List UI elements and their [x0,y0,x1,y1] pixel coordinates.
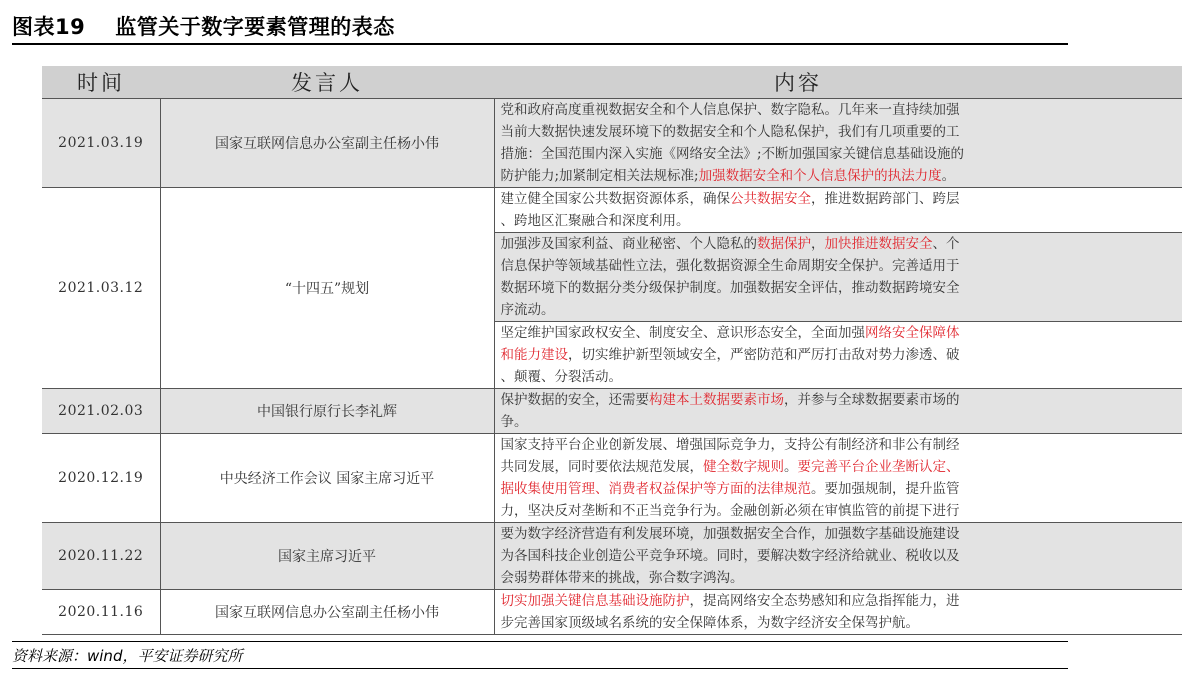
table-header-row [42,66,1182,99]
content-text: ，切实维护新型领域安全，严密防范和严厉打击敌对势力渗透、破 [568,347,960,363]
content-segment [495,232,1182,321]
content-line [501,567,1182,589]
content-line [501,612,1182,634]
content-text: 国家支持平台企业创新发展、增强国际竞争力，支持公有制经济和非公有制经 [500,437,960,453]
table-row [42,99,1182,188]
table-row [42,188,1182,389]
content-text: 力，坚决反对垄断和不正当竞争行为。金融创新必须在审慎监管的前提下进行 [500,503,960,519]
content-text: 。 [941,168,956,184]
content-line [501,434,1182,456]
row-speaker: 国家主席习近平 [160,523,494,590]
table-row [42,523,1182,590]
content-segment [495,523,1182,589]
content-line [501,233,1182,255]
content-line [501,389,1182,411]
content-text: 、跨地区汇聚融合和深度利用。 [500,213,690,229]
table-row [42,389,1182,434]
content-line [501,523,1182,545]
title-rule [12,43,1068,45]
content-text: 。 [784,459,798,475]
row-date: 2020.12.19 [42,434,160,523]
content-line [501,143,1182,165]
content-text: 为各国科技企业创造公平竞争环境。同时，要解决数字经济给就业、税收以及 [500,548,960,564]
content-line [501,590,1182,612]
highlighted-text: 网络安全保障体 [865,325,960,341]
content-text: 、颠覆、分裂活动。 [500,369,622,385]
figure-number: 图表19 [12,15,86,39]
content-text: ，推进数据跨部门、跨层 [811,191,960,207]
header-time: 时间 [42,66,160,99]
content-text: 措施：全国范围内深入实施《网络安全法》;不断加强国家关键信息基础设施的 [500,146,965,162]
content-segment [495,590,1182,634]
highlighted-text: 加快推进数据安全 [824,236,933,252]
content-text: 共同发展，同时要依法规范发展， [500,459,703,475]
content-text: 序流动。 [500,302,555,318]
highlighted-text: 健全数字规则 [703,459,784,475]
figure-title [12,10,1072,44]
table-row [42,590,1182,635]
highlighted-text: 等方面的法律规范 [703,481,811,497]
highlighted-text: 据收集使用管理、消费者权益保护 [500,481,703,497]
content-line [501,366,1182,388]
content-line [501,322,1182,344]
highlighted-text: 切实加强关键信息基础设施防护 [500,593,690,609]
highlighted-text: 数据保护 [757,236,811,252]
content-text: 。要加强规制，提升监管 [811,481,960,497]
highlighted-text: 要完善平台企业垄断认定、 [797,459,960,475]
row-speaker: 国家互联网信息办公室副主任杨小伟 [160,590,494,635]
row-content [494,99,1182,188]
content-text: ，提高网络安全态势感知和应急指挥能力，进 [689,593,960,609]
source-note: 资料来源：wind，平安证券研究所 [12,647,243,665]
content-text: 要为数字经济营造有利发展环境，加强数据安全合作，加强数字基础设施建设 [500,526,960,542]
row-date: 2021.02.03 [42,389,160,434]
content-text: 争。 [500,414,528,430]
row-content [494,389,1182,434]
highlighted-text: 公共数据安全 [730,191,811,207]
row-date: 2020.11.22 [42,523,160,590]
row-date: 2021.03.19 [42,99,160,188]
row-speaker: 中国银行原行长李礼辉 [160,389,494,434]
source-rule-bottom [12,668,1068,669]
row-content [494,434,1182,523]
content-line [501,165,1182,187]
table-row [42,434,1182,523]
content-text: 保护数据的安全，还需要 [500,392,649,408]
row-date: 2021.03.12 [42,188,160,389]
content-text: 建立健全国家公共数据资源体系，确保 [500,191,730,207]
content-text: 信息保护等领域基础性立法，强化数据资源全生命周期安全保护。完善适用于 [500,258,960,274]
content-line [501,299,1182,321]
header-speaker: 发言人 [160,66,494,99]
content-text: 数据环境下的数据分类分级保护制度。加强数据安全评估，推动数据跨境安全 [500,280,960,296]
table-body [42,99,1182,635]
header-content: 内容 [494,66,1182,99]
content-text: 会弱势群体带来的挑战，弥合数字鸿沟。 [500,570,744,586]
content-text: 加强涉及国家利益、商业秘密、个人隐私的 [500,236,757,252]
content-line [501,188,1182,210]
content-text: 步完善国家顶级域名系统的安全保障体系，为数字经济安全保驾护航。 [500,615,919,631]
table-viewport [42,66,1060,631]
statements-table [42,66,1182,635]
content-text: 党和政府高度重视数据安全和个人信息保护、数字隐私。几年来一直持续加强 [500,102,960,118]
row-speaker: 国家互联网信息办公室副主任杨小伟 [160,99,494,188]
highlighted-text: 构建本土数据要素市场 [649,392,784,408]
row-speaker: 中央经济工作会议 国家主席习近平 [160,434,494,523]
row-date: 2020.11.16 [42,590,160,635]
content-line [501,456,1182,478]
content-text: 防护能力;加紧制定相关法规标准; [500,168,699,184]
content-text: ，并参与全球数据要素市场的 [784,392,960,408]
highlighted-text: 加强数据安全和个人信息保护的执法力度 [698,168,942,184]
content-line [501,255,1182,277]
content-text: 坚定维护国家政权安全、制度安全、意识形态安全，全面加强 [500,325,865,341]
content-line [501,277,1182,299]
content-line [501,99,1182,121]
row-content [494,523,1182,590]
content-line [501,344,1182,366]
row-content [494,188,1182,389]
highlighted-text: 和能力建设 [500,347,568,363]
content-line [501,545,1182,567]
row-content [494,590,1182,635]
figure-caption: 监管关于数字要素管理的表态 [115,15,395,39]
content-line [501,121,1182,143]
content-text: 、个 [932,236,960,252]
content-segment [495,434,1182,522]
content-line [501,411,1182,433]
content-segment [495,321,1182,388]
content-line [501,478,1182,500]
source-rule-top [12,641,1068,642]
content-line [501,500,1182,522]
content-text: ， [811,236,825,252]
content-line [501,210,1182,232]
content-segment [495,389,1182,433]
row-speaker: “十四五”规划 [160,188,494,389]
content-segment [495,99,1182,187]
content-segment [495,188,1182,232]
content-text: 当前大数据快速发展环境下的数据安全和个人隐私保护，我们有几项重要的工 [500,124,960,140]
